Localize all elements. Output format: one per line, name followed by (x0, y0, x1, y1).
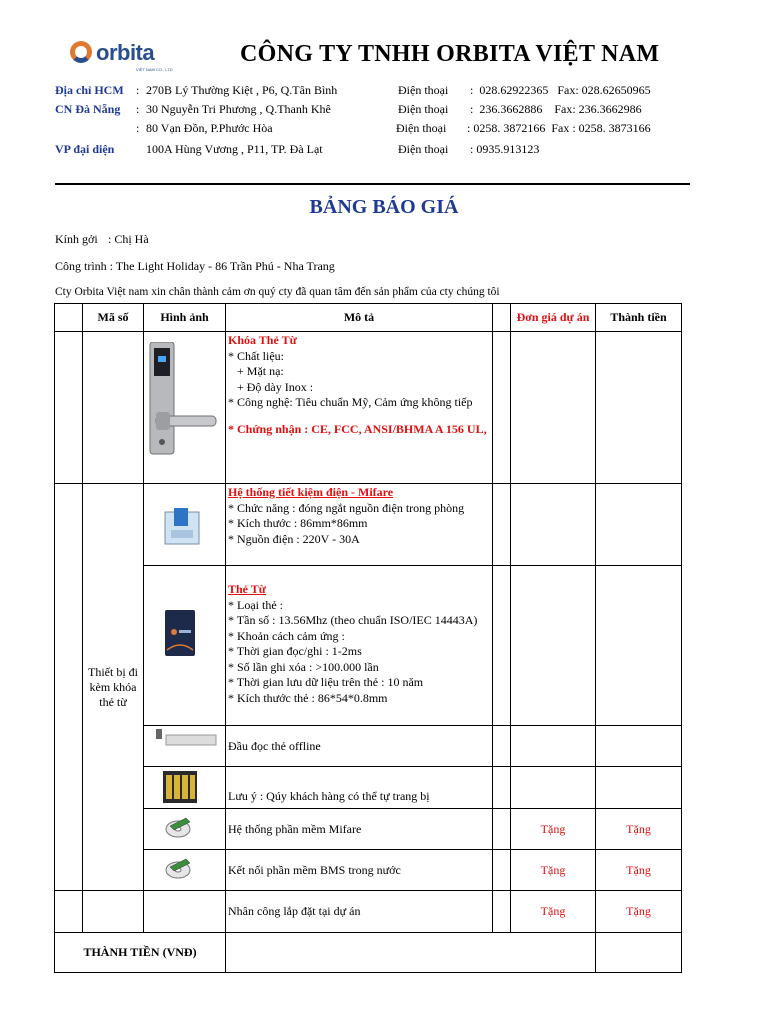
spec-line: * Chức năng : đóng ngắt nguồn điện trong phòng (228, 500, 465, 515)
labor-total: Tặng (596, 891, 682, 933)
reader-description: Đầu đọc thẻ offline (226, 726, 493, 767)
card-image (144, 566, 226, 726)
table-row (55, 332, 682, 484)
lock-image (144, 332, 226, 484)
note-description: Lưu ý : Qúy khách hàng có thể tự trang bị (226, 767, 493, 809)
phone-label: Điện thoại (396, 121, 447, 135)
total-row (55, 933, 682, 973)
phone-fax: : 0935.913123 (470, 142, 540, 156)
quote-table (54, 303, 682, 973)
header-code: Mã số (83, 304, 144, 332)
grand-total-blank (226, 933, 596, 973)
intro-line: Cty Orbita Việt nam xin chân thành cảm ơn quý cty đã quan tâm đến sản phẩm của cty chúng tôi (55, 286, 500, 298)
table-row (55, 566, 682, 726)
card-description (226, 566, 493, 726)
software-total: Tặng (596, 809, 682, 850)
header-desc: Mô tả (226, 304, 493, 332)
office-sep: : (136, 83, 140, 97)
office-label: Địa chỉ HCM (55, 83, 124, 97)
power-saver-image (144, 484, 226, 566)
spec-line: * Nguồn điện : 220V - 30A (228, 531, 360, 546)
office-address: 30 Nguyễn Tri Phương , Q.Thanh Khê (146, 102, 331, 116)
table-row (55, 767, 682, 809)
lock-certification: * Chứng nhận : CE, FCC, ANSI/BHMA A 156 UL, (228, 421, 487, 436)
header-divider (55, 183, 690, 185)
header-blank (493, 304, 511, 332)
spec-line: + Mặt nạ: (228, 364, 284, 378)
labor-unit-price: Tặng (511, 891, 596, 933)
spec-line: * Kích thước : 86mm*86mm (228, 516, 368, 530)
card-title: Thẻ Từ (228, 582, 266, 596)
phone-label: Điện thoại (398, 102, 449, 116)
power-saver-title: Hệ thống tiết kiệm điện - Mifare (228, 485, 394, 499)
phone-label: Điện thoại (398, 83, 449, 97)
spec-line: * Loại thẻ : (228, 597, 283, 612)
spec-line: * Khoản cách cảm ứng : (228, 628, 345, 643)
header-total: Thành tiền (596, 304, 682, 332)
software-disc-image (144, 809, 226, 850)
bms-description: Kết nối phần mềm BMS trong nước (226, 850, 493, 891)
software-description: Hệ thống phần mềm Mifare (226, 809, 493, 850)
lock-description (226, 332, 493, 484)
phone-label: Điện thoại (398, 142, 449, 156)
spec-line: * Thời gian lưu dữ liệu trên thẻ : 10 năm (228, 675, 424, 689)
logo-subtext: VIỆT NAM CO., LTD (136, 67, 173, 72)
spec-line: + Độ dày Inox : (228, 379, 314, 394)
spec-line: * Thời gian đọc/ghi : 1-2ms (228, 644, 362, 658)
logo-ring-icon (70, 41, 92, 63)
spec-line: * Tần số : 13.56Mhz (theo chuẩn ISO/IEC 14443A) (228, 613, 478, 627)
office-label: CN Đà Nẵng (55, 102, 121, 116)
office-sep: : (136, 121, 140, 135)
software-unit-price: Tặng (511, 809, 596, 850)
office-label: VP đại diện (55, 142, 115, 156)
bms-total: Tặng (596, 850, 682, 891)
table-row (55, 726, 682, 767)
spec-line: * Kích thước thẻ : 86*54*0.8mm (228, 690, 388, 705)
company-logo (70, 40, 190, 76)
project-line: Công trình : The Light Holiday - 86 Trần Phú - Nha Trang (55, 259, 335, 273)
power-saver-description (226, 484, 493, 566)
battery-image (144, 767, 226, 809)
recipient-value: : Chị Hà (108, 232, 149, 246)
header-index (55, 304, 83, 332)
company-name: CÔNG TY TNHH ORBITA VIỆT NAM (240, 41, 660, 67)
reader-image (144, 726, 226, 767)
office-sep: : (136, 102, 140, 116)
table-row (55, 484, 682, 566)
table-row (55, 850, 682, 891)
logo-text: orbita (96, 40, 155, 65)
bms-disc-image (144, 850, 226, 891)
phone-fax: : 028.62922365 Fax: 028.62650965 (470, 83, 651, 97)
document-title: BẢNG BÁO GIÁ (309, 196, 459, 218)
lock-title: Khóa Thẻ Từ (228, 333, 297, 347)
header-image: Hình ảnh (144, 304, 226, 332)
table-header-row (55, 304, 682, 332)
spec-line: * Số lần ghi xóa : >100.000 lần (228, 659, 379, 674)
phone-fax: : 236.3662886 Fax: 236.3662986 (470, 102, 642, 116)
header-unit-price: Đơn giá dự án (511, 304, 596, 332)
table-row (55, 891, 682, 933)
group-label: Thiết bị đi kèm khóa thẻ từ (83, 484, 144, 891)
recipient-label: Kính gởi (55, 232, 98, 246)
office-address: 270B Lý Thường Kiệt , P6, Q.Tân Bình (146, 83, 338, 97)
phone-fax: : 0258. 3872166 Fax : 0258. 3873166 (467, 121, 651, 135)
labor-description: Nhân công lắp đặt tại dự án (226, 891, 493, 933)
spec-line: * Công nghệ: Tiêu chuẩn Mỹ, Cảm ứng không tiếp (228, 395, 473, 409)
office-address: 80 Vạn Đồn, P.Phước Hòa (146, 121, 273, 135)
office-address: 100A Hùng Vương , P11, TP. Đà Lạt (146, 142, 323, 156)
spec-line: * Chất liệu: (228, 348, 284, 363)
grand-total-value (596, 933, 682, 973)
grand-total-label: THÀNH TIỀN (VNĐ) (55, 933, 226, 973)
table-row (55, 809, 682, 850)
bms-unit-price: Tặng (511, 850, 596, 891)
